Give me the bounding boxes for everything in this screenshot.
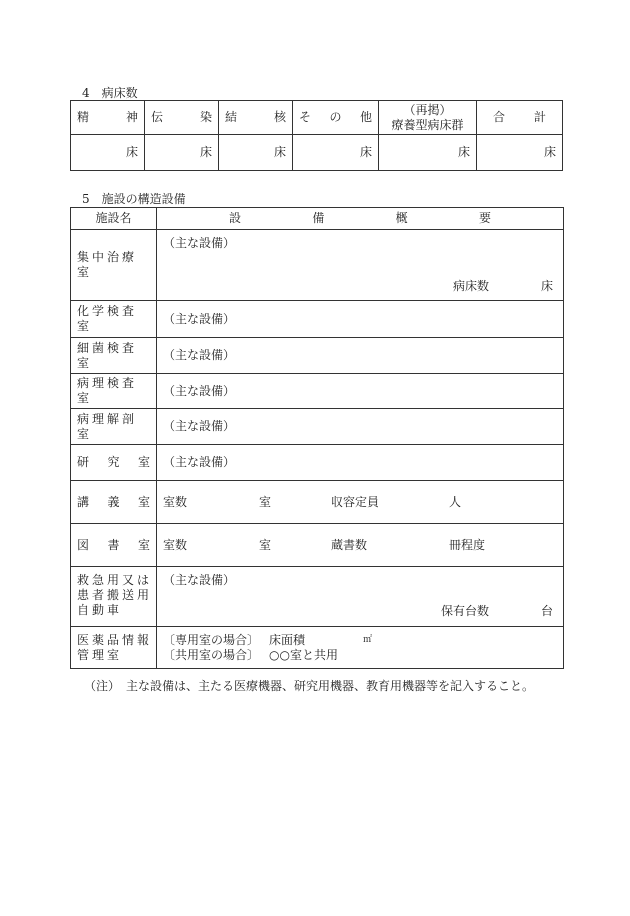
- row-ambulance-desc[interactable]: （主な設備） 保有台数 台: [157, 567, 564, 627]
- row-bact-name: 細菌検査室: [71, 338, 157, 374]
- row-druginfo-desc[interactable]: 〔専用室の場合〕 床面積 ㎡ 〔共用室の場合〕 ○○室と共用: [157, 627, 564, 669]
- beds-long-term-care[interactable]: 床: [379, 135, 477, 171]
- header-tuberculosis: 結 核: [219, 101, 293, 135]
- row-research-desc[interactable]: （主な設備）: [157, 445, 564, 481]
- row-research-name: 研 究 室: [71, 445, 157, 481]
- row-chem-name: 化学検査室: [71, 301, 157, 338]
- row-path-desc[interactable]: （主な設備）: [157, 374, 564, 409]
- row-lecture-desc[interactable]: 室数 室 収容定員 人: [157, 481, 564, 524]
- row-druginfo-name: 医薬品情報管理室: [71, 627, 157, 669]
- row-lecture-name: 講 義 室: [71, 481, 157, 524]
- row-library-desc[interactable]: 室数 室 蔵書数 冊程度: [157, 524, 564, 567]
- row-icu-desc[interactable]: （主な設備） 病床数 床: [157, 230, 564, 301]
- beds-tuberculosis[interactable]: 床: [219, 135, 293, 171]
- footnote: （注） 主な設備は、主たる医療機器、研究用機器、教育用機器等を記入すること。: [84, 679, 535, 693]
- header-other: そ の 他: [293, 101, 379, 135]
- header-total: 合 計: [477, 101, 563, 135]
- header-psychiatric: 精 神: [71, 101, 145, 135]
- beds-total[interactable]: 床: [477, 135, 563, 171]
- beds-infectious[interactable]: 床: [145, 135, 219, 171]
- header-infectious: 伝 染: [145, 101, 219, 135]
- row-path-name: 病理検査室: [71, 374, 157, 409]
- row-library-name: 図 書 室: [71, 524, 157, 567]
- header-equipment-summary: 設 備 概 要: [157, 208, 564, 230]
- header-long-term-care: （再掲） 療養型病床群: [379, 101, 477, 135]
- section5-title: 5 施設の構造設備: [82, 192, 186, 206]
- beds-other[interactable]: 床: [293, 135, 379, 171]
- section4-title: 4 病床数: [82, 86, 138, 100]
- row-autopsy-name: 病理解剖室: [71, 409, 157, 445]
- facility-table: [70, 207, 564, 669]
- row-autopsy-desc[interactable]: （主な設備）: [157, 409, 564, 445]
- row-chem-desc[interactable]: （主な設備）: [157, 301, 564, 338]
- row-icu-name: 集中治療室: [71, 230, 157, 301]
- row-ambulance-name: 救急用又は患者搬送用自動車: [71, 567, 157, 627]
- beds-psychiatric[interactable]: 床: [71, 135, 145, 171]
- bed-count-table: [70, 100, 563, 171]
- row-bact-desc[interactable]: （主な設備）: [157, 338, 564, 374]
- header-facility-name: 施設名: [71, 208, 157, 230]
